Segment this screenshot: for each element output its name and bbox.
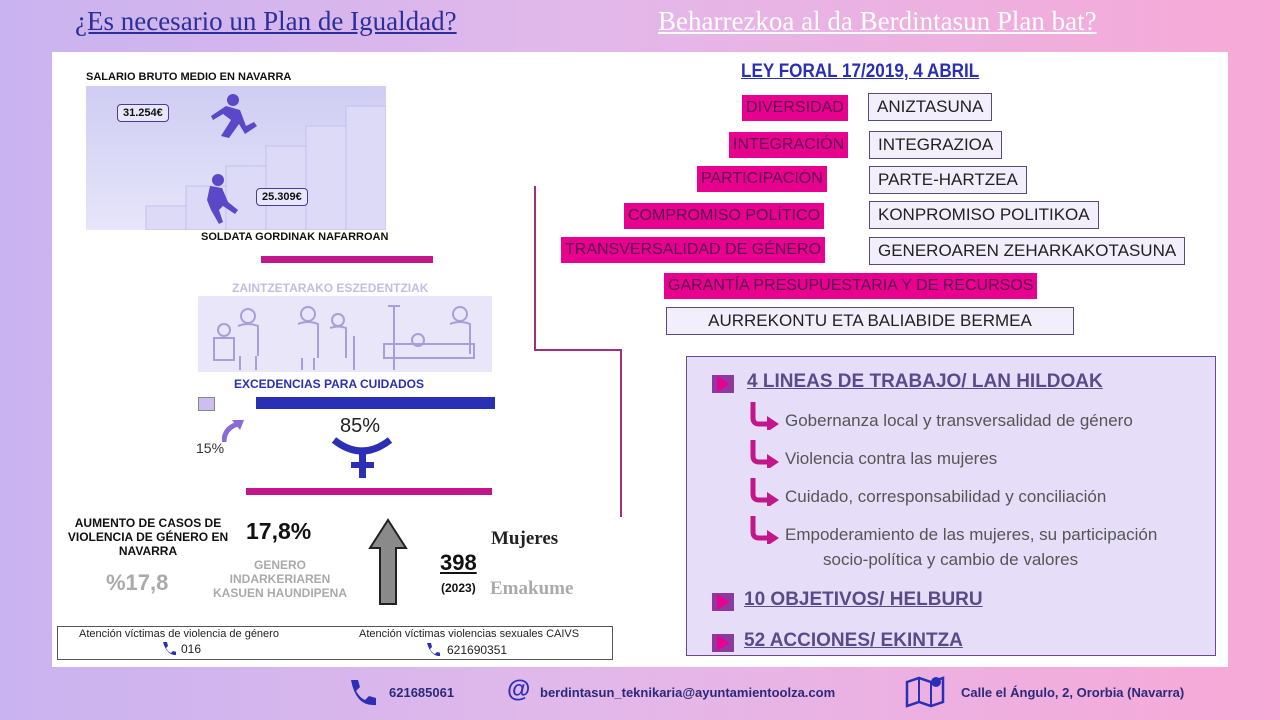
women-care-bar <box>256 397 495 409</box>
line-item: Violencia contra las mujeres <box>785 449 998 468</box>
men-care-bar <box>198 397 215 411</box>
principle-eu: GENEROAREN ZEHARKAKOTASUNA <box>869 237 1185 265</box>
actions: 52 ACCIONES/ EKINTZA <box>744 630 963 651</box>
violence-percent-eu: %17,8 <box>106 570 169 595</box>
hotline-label-1: Atención víctimas de violencia de género <box>79 628 279 640</box>
hotline-number-2[interactable]: 621690351 <box>447 643 508 657</box>
violence-year: (2023) <box>441 581 476 595</box>
hotline-label-2: Atención víctimas violencias sexuales CAIVS <box>359 628 580 640</box>
male-symbol-icon <box>222 418 246 449</box>
bullet-triangle-icon <box>712 593 734 611</box>
principle-es: GARANTÍA PRESUPUESTARIA Y DE RECURSOS <box>664 273 1037 299</box>
principle-eu: INTEGRAZIOA <box>869 131 1002 159</box>
salary-title-eu: SOLDATA GORDINAK NAFARROAN <box>201 231 389 243</box>
principle-eu: AURREKONTU ETA BALIABIDE BERMEA <box>666 307 1074 335</box>
objectives: 10 OBJETIVOS/ HELBURU <box>744 589 983 610</box>
at-icon: @ <box>507 676 531 703</box>
principle-es: PARTICIPACIÓN <box>697 166 827 192</box>
principle-es: INTEGRACIÓN <box>729 132 848 158</box>
bullet-triangle-icon <box>712 634 734 652</box>
footer-email[interactable]: berdintasun_teknikaria@ayuntamientoolza.com <box>540 685 836 700</box>
violence-percent-es: 17,8% <box>246 518 312 544</box>
subitem-arrow-icon <box>748 514 782 549</box>
footer-phone[interactable]: 621685061 <box>389 685 455 700</box>
men-care-percent: 15% <box>196 440 225 456</box>
principle-eu: PARTE-HARTZEA <box>869 166 1027 194</box>
line-item: Cuidado, corresponsabilidad y conciliación <box>785 487 1107 506</box>
violence-women-es: Mujeres <box>491 528 559 549</box>
care-title-eu: ZAINTZETARAKO ESZEDENTZIAK <box>232 281 429 295</box>
title-spanish: ¿Es necesario un Plan de Igualdad? <box>75 6 457 36</box>
principle-es: DIVERSIDAD <box>742 95 848 121</box>
violence-count: 398 <box>440 550 477 575</box>
divider-line <box>534 186 536 350</box>
phone-icon <box>424 642 440 661</box>
line-item: Gobernanza local y transversalidad de género <box>785 411 1133 430</box>
principle-es: COMPROMISO POLÍTICO <box>624 203 824 229</box>
principle-eu: ANIZTASUNA <box>868 93 992 121</box>
women-salary-badge: 25.309€ <box>256 188 308 206</box>
law-title: LEY FORAL 17/2019, 4 ABRIL <box>741 61 980 82</box>
footer-address: Calle el Ángulo, 2, Ororbia (Navarra) <box>961 685 1185 700</box>
lines-title: 4 LINEAS DE TRABAJO/ LAN HILDOAK <box>747 371 1103 392</box>
divider-bar <box>261 256 433 263</box>
violence-title-eu: GENERO INDARKERIAREN KASUEN HAUNDIPENA <box>212 558 347 600</box>
subitem-arrow-icon <box>748 438 782 473</box>
title-basque: Beharrezkoa al da Berdintasun Plan bat? <box>658 6 1097 36</box>
salary-title-es: SALARIO BRUTO MEDIO EN NAVARRA <box>86 71 292 83</box>
violence-women-eu: Emakume <box>490 578 574 599</box>
men-salary-badge: 31.254€ <box>117 104 169 122</box>
divider-bar-2 <box>246 488 492 495</box>
female-symbol-icon <box>330 436 394 487</box>
map-icon <box>905 674 947 713</box>
subitem-arrow-icon <box>748 476 782 511</box>
bullet-triangle-icon <box>712 375 734 393</box>
violence-title-es: AUMENTO DE CASOS DE VIOLENCIA DE GÉNERO EN NAVARRA <box>67 516 229 558</box>
phone-icon <box>346 678 376 713</box>
principle-es: TRANSVERSALIDAD DE GÉNERO <box>561 237 825 263</box>
phone-icon <box>160 641 176 660</box>
hotline-number-1[interactable]: 016 <box>181 642 202 656</box>
care-people-icon <box>198 296 492 372</box>
line-item-continued: socio-política y cambio de valores <box>823 550 1079 569</box>
women-care-percent: 85% <box>340 415 381 437</box>
principle-eu: KONPROMISO POLITIKOA <box>869 201 1099 229</box>
divider-line <box>534 349 620 351</box>
care-illustration <box>198 296 492 372</box>
divider-line <box>620 349 622 517</box>
subitem-arrow-icon <box>748 400 782 435</box>
line-item: Empoderamiento de las mujeres, su participación <box>785 525 1158 544</box>
arrow-up-icon <box>368 518 408 611</box>
care-title-es: EXCEDENCIAS PARA CUIDADOS <box>234 377 425 391</box>
